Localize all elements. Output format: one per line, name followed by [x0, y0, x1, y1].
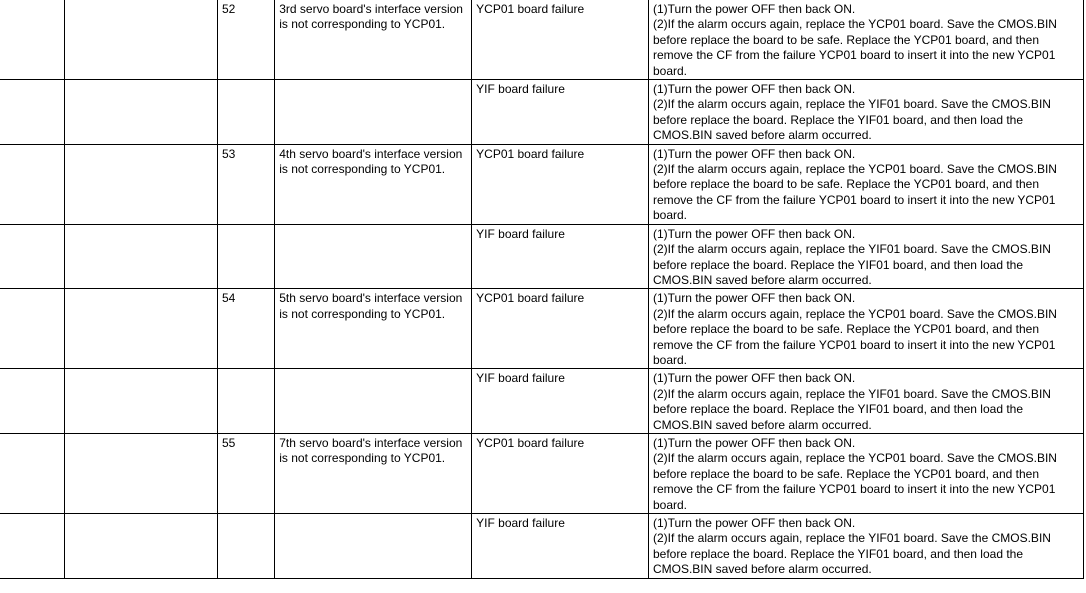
remedy-line: (2)If the alarm occurs again, replace the YIF01 board. Save the CMOS.BIN	[652, 97, 1051, 112]
blank-cell	[0, 0, 65, 80]
blank-cell	[65, 0, 218, 80]
remedy-line: CMOS.BIN saved before alarm occurred.	[652, 417, 872, 432]
remedy-line: (2)If the alarm occurs again, replace the YIF01 board. Save the CMOS.BIN	[652, 242, 1051, 257]
remedy-cell	[648, 0, 1083, 80]
blank-cell	[0, 144, 65, 224]
alarm-number-cell	[218, 0, 275, 80]
blank-cell	[65, 80, 218, 145]
description-line: 7th servo board's interface version	[279, 435, 463, 450]
remedy-line: board.	[652, 497, 687, 512]
cause-text: YIF board failure	[476, 82, 565, 97]
alarm-number: 55	[222, 435, 236, 450]
remedy-line: (1)Turn the power OFF then back ON.	[652, 371, 856, 386]
remedy-line: before replace the board. Replace the YIF01 board, and then load the	[652, 402, 1024, 417]
description-line: is not corresponding to YCP01.	[279, 306, 446, 321]
table-row	[0, 514, 1084, 579]
alarm-description-cell	[275, 144, 472, 224]
alarm-description-cell	[275, 433, 472, 513]
blank-cell	[0, 289, 65, 369]
alarm-number-cell	[218, 224, 275, 289]
remedy-line: remove the CF from the failure YCP01 board to insert it into the new YCP01	[652, 192, 1056, 207]
remedy-line: (1)Turn the power OFF then back ON.	[652, 2, 856, 16]
remedy-line: (1)Turn the power OFF then back ON.	[652, 435, 856, 450]
cause-cell	[472, 224, 649, 289]
remedy-line: (1)Turn the power OFF then back ON.	[652, 291, 856, 306]
alarm-number-cell	[218, 289, 275, 369]
remedy-line: before replace the board to be safe. Replace the YCP01 board, and then	[652, 177, 1040, 192]
cause-text: YIF board failure	[476, 371, 565, 386]
remedy-line: (2)If the alarm occurs again, replace the YCP01 board. Save the CMOS.BIN	[652, 451, 1057, 466]
remedy-line: before replace the board. Replace the YIF01 board, and then load the	[652, 546, 1024, 561]
description-line: is not corresponding to YCP01.	[279, 17, 446, 32]
cause-text: YCP01 board failure	[476, 146, 585, 161]
remedy-cell	[648, 433, 1083, 513]
table-row	[0, 289, 1084, 369]
alarm-number-cell	[218, 433, 275, 513]
remedy-line: remove the CF from the failure YCP01 board to insert it into the new YCP01	[652, 482, 1056, 497]
alarm-number: 52	[222, 2, 236, 16]
remedy-cell	[648, 224, 1083, 289]
remedy-line: before replace the board to be safe. Replace the YCP01 board, and then	[652, 466, 1040, 481]
remedy-line: board.	[652, 352, 687, 367]
remedy-cell	[648, 80, 1083, 145]
cause-cell	[472, 369, 649, 434]
alarm-number-cell	[218, 80, 275, 145]
description-line: 5th servo board's interface version	[279, 291, 463, 306]
cause-cell	[472, 144, 649, 224]
cause-cell	[472, 433, 649, 513]
blank-cell	[65, 369, 218, 434]
remedy-line: (1)Turn the power OFF then back ON.	[652, 82, 856, 97]
blank-cell	[0, 80, 65, 145]
cause-cell	[472, 80, 649, 145]
blank-cell	[65, 144, 218, 224]
remedy-line: (2)If the alarm occurs again, replace the YIF01 board. Save the CMOS.BIN	[652, 531, 1051, 546]
table-row	[0, 144, 1084, 224]
remedy-line: (1)Turn the power OFF then back ON.	[652, 146, 856, 161]
alarm-description-cell	[275, 0, 472, 80]
remedy-cell	[648, 289, 1083, 369]
remedy-line: (1)Turn the power OFF then back ON.	[652, 516, 856, 530]
remedy-line: before replace the board. Replace the YIF01 board, and then load the	[652, 257, 1024, 272]
blank-cell	[0, 369, 65, 434]
remedy-line: CMOS.BIN saved before alarm occurred.	[652, 272, 872, 287]
blank-cell	[65, 224, 218, 289]
remedy-line: remove the CF from the failure YCP01 board to insert it into the new YCP01	[652, 337, 1056, 352]
cause-cell	[472, 0, 649, 80]
remedy-line: (1)Turn the power OFF then back ON.	[652, 226, 856, 241]
remedy-line: CMOS.BIN saved before alarm occurred.	[652, 128, 872, 143]
description-line: is not corresponding to YCP01.	[279, 451, 446, 466]
alarm-description-cell	[275, 224, 472, 289]
remedy-line: (2)If the alarm occurs again, replace the YIF01 board. Save the CMOS.BIN	[652, 386, 1051, 401]
remedy-line: before replace the board to be safe. Replace the YCP01 board, and then	[652, 322, 1040, 337]
description-line: is not corresponding to YCP01.	[279, 162, 446, 177]
table-row	[0, 0, 1084, 80]
blank-cell	[65, 514, 218, 579]
cause-text: YIF board failure	[476, 226, 565, 241]
cause-cell	[472, 514, 649, 579]
remedy-line: before replace the board. Replace the YIF01 board, and then load the	[652, 112, 1024, 127]
cause-text: YCP01 board failure	[476, 435, 585, 450]
description-line: 4th servo board's interface version	[279, 146, 463, 161]
table-row	[0, 369, 1084, 434]
alarm-number: 54	[222, 291, 236, 306]
blank-cell	[65, 433, 218, 513]
cause-text: YCP01 board failure	[476, 2, 585, 16]
cause-text: YIF board failure	[476, 516, 565, 530]
table-row	[0, 80, 1084, 145]
remedy-cell	[648, 144, 1083, 224]
remedy-cell	[648, 514, 1083, 579]
alarm-description-cell	[275, 80, 472, 145]
blank-cell	[0, 433, 65, 513]
alarm-description-cell	[275, 289, 472, 369]
remedy-line: before replace the board to be safe. Replace the YCP01 board, and then	[652, 32, 1040, 47]
remedy-line: board.	[652, 63, 687, 78]
alarm-number-cell	[218, 369, 275, 434]
description-line: 3rd servo board's interface version	[279, 2, 463, 16]
alarm-description-cell	[275, 514, 472, 579]
blank-cell	[0, 224, 65, 289]
blank-cell	[65, 289, 218, 369]
cause-cell	[472, 289, 649, 369]
remedy-line: (2)If the alarm occurs again, replace the YCP01 board. Save the CMOS.BIN	[652, 162, 1057, 177]
table-row	[0, 224, 1084, 289]
table-row	[0, 433, 1084, 513]
blank-cell	[0, 514, 65, 579]
alarm-number-cell	[218, 144, 275, 224]
alarm-number-cell	[218, 514, 275, 579]
remedy-line: (2)If the alarm occurs again, replace the YCP01 board. Save the CMOS.BIN	[652, 17, 1057, 32]
remedy-line: remove the CF from the failure YCP01 board to insert it into the new YCP01	[652, 48, 1056, 63]
cause-text: YCP01 board failure	[476, 291, 585, 306]
remedy-cell	[648, 369, 1083, 434]
alarm-number: 53	[222, 146, 236, 161]
remedy-line: board.	[652, 208, 687, 223]
remedy-line: CMOS.BIN saved before alarm occurred.	[652, 562, 872, 577]
remedy-line: (2)If the alarm occurs again, replace the YCP01 board. Save the CMOS.BIN	[652, 306, 1057, 321]
alarm-description-cell	[275, 369, 472, 434]
